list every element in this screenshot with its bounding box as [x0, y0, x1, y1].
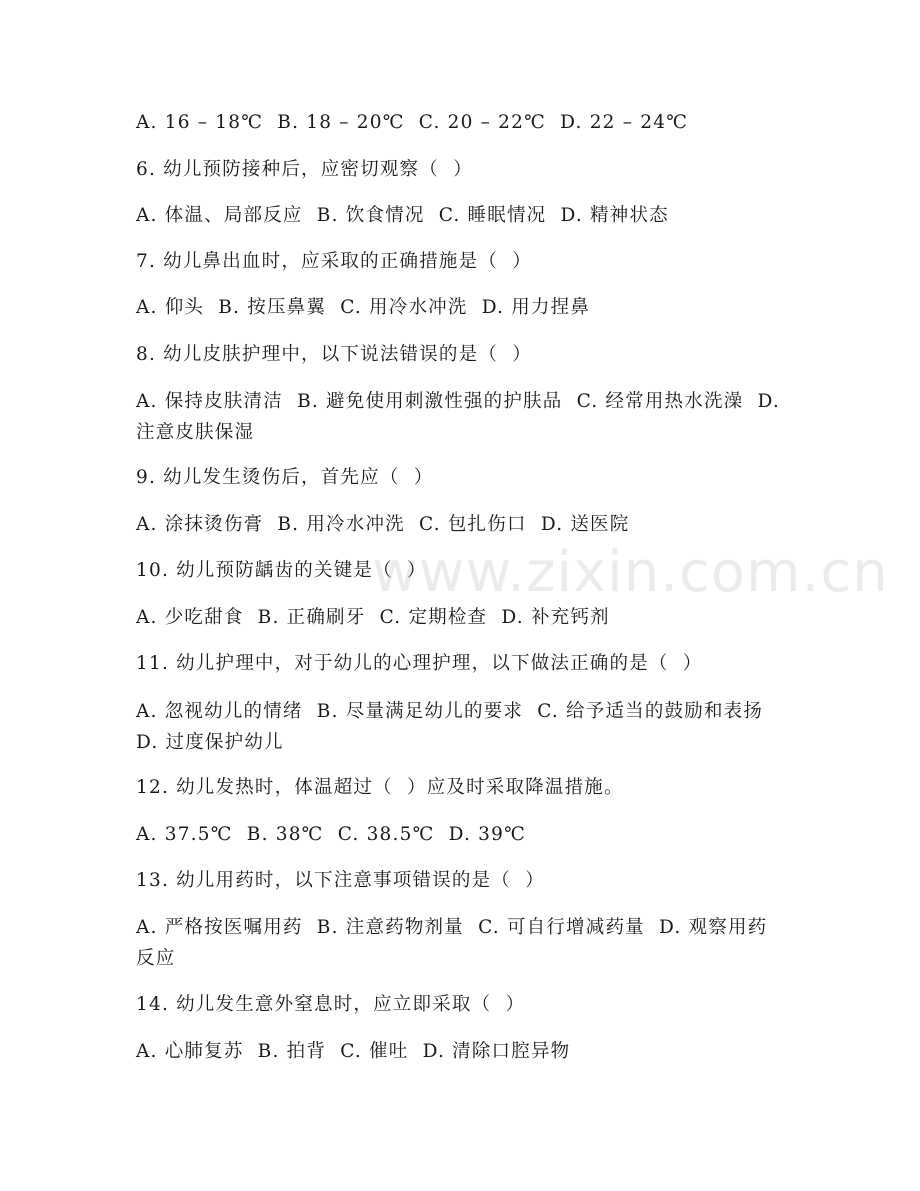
answer-options-q9: A. 涂抹烫伤膏 B. 用冷水冲洗 C. 包扎伤口 D. 送医院: [136, 514, 630, 535]
question-6: 6. 幼儿预防接种后，应密切观察（ ）: [136, 159, 473, 180]
question-7: 7. 幼儿鼻出血时，应采取的正确措施是（ ）: [136, 251, 532, 272]
answer-options-q12: A. 37.5℃ B. 38℃ C. 38.5℃ D. 39℃: [136, 824, 526, 845]
answer-options-q6: A. 体温、局部反应 B. 饮食情况 C. 睡眠情况 D. 精神状态: [136, 205, 669, 226]
answer-options-q11: A. 忽视幼儿的情绪 B. 尽量满足幼儿的要求 C. 给予适当的鼓励和表扬 D. 过度保护幼儿: [136, 701, 778, 753]
answer-options-q5: A. 16 – 18℃ B. 18 – 20℃ C. 20 – 22℃ D. 22 – 24℃: [136, 112, 689, 133]
question-9: 9. 幼儿发生烫伤后，首先应（ ）: [136, 467, 434, 488]
answer-options-q10: A. 少吃甜食 B. 正确刷牙 C. 定期检查 D. 补充钙剂: [136, 607, 610, 628]
question-14: 14. 幼儿发生意外窒息时，应立即采取（ ）: [136, 994, 526, 1015]
answer-options-q7: A. 仰头 B. 按压鼻翼 C. 用冷水冲洗 D. 用力捏鼻: [136, 297, 591, 318]
question-8: 8. 幼儿皮肤护理中，以下说法错误的是（ ）: [136, 344, 532, 365]
question-12: 12. 幼儿发热时，体温超过（ ）应及时采取降温措施。: [136, 777, 624, 798]
answer-options-q8: A. 保持皮肤清洁 B. 避免使用刺激性强的护肤品 C. 经常用热水洗澡 D. 注意皮肤保湿: [136, 391, 788, 443]
watermark: www.zixin.com.cn: [372, 540, 889, 605]
question-13: 13. 幼儿用药时，以下注意事项错误的是（ ）: [136, 870, 545, 891]
question-10: 10. 幼儿预防龋齿的关键是（ ）: [136, 560, 427, 581]
question-11: 11. 幼儿护理中，对于幼儿的心理护理，以下做法正确的是（ ）: [136, 653, 703, 674]
answer-options-q14: A. 心肺复苏 B. 拍背 C. 催吐 D. 清除口腔异物: [136, 1041, 571, 1062]
answer-options-q13: A. 严格按医嘱用药 B. 注意药物剂量 C. 可自行增减药量 D. 观察用药反应: [136, 917, 768, 969]
